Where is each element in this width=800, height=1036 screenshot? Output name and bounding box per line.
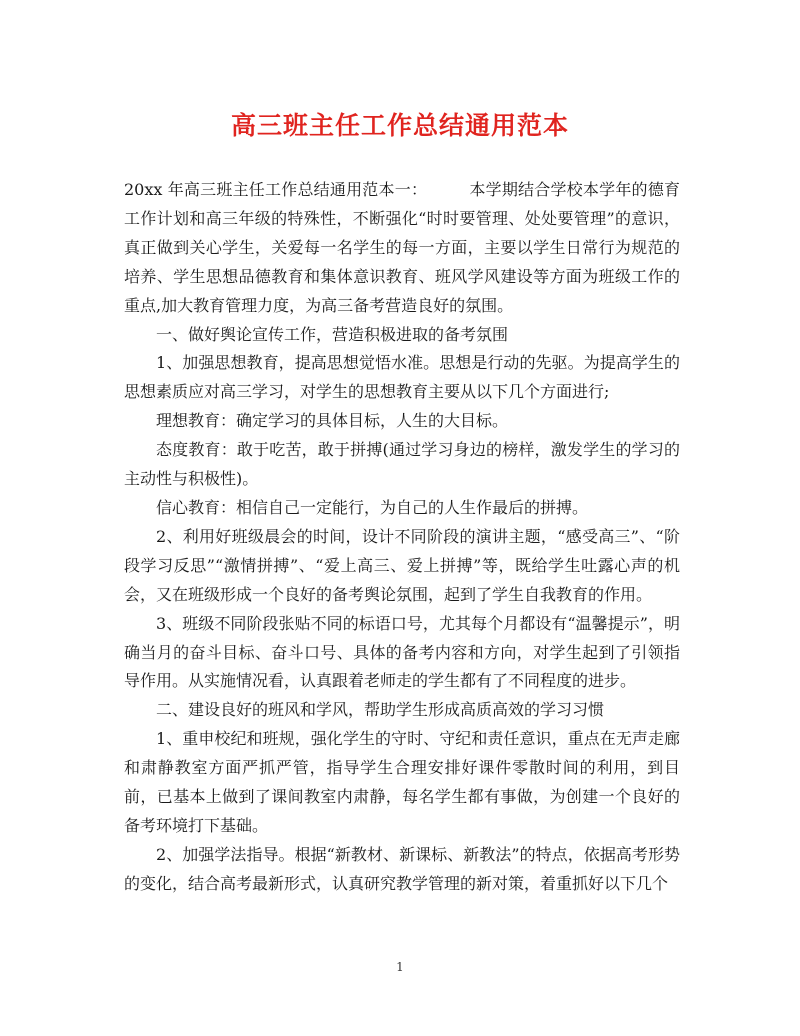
paragraph-item: 1、重申校纪和班规，强化学生的守时、守纪和责任意识，重点在无声走廊和肃静教室方面严抓严管，指导学生合理安排好课件零散时间的利用，到目前，已基本上做到了课间教室内肃静，每名学生都有事做，为创建一个良好的备考环境打下基础。 <box>124 729 680 835</box>
intro-paragraph <box>124 176 680 321</box>
document-title: 高三班主任工作总结通用范本 <box>230 111 569 140</box>
intro-label: 20xx 年高三班主任工作总结通用范本一： <box>124 180 428 199</box>
paragraph-item: 态度教育：敢于吃苦，敢于拼搏(通过学习身边的榜样，激发学生的学习的主动性与积极性)。 <box>124 440 680 489</box>
paragraph-item: 3、班级不同阶段张贴不同的标语口号，尤其每个月都设有“温馨提示”，明确当月的奋斗目标、奋斗口号、具体的备考内容和方向，对学生起到了引领指导作用。从实施情况看，认真跟着老师走的学生都有了不同程度的进步。 <box>124 613 680 691</box>
paragraph-item: 2、加强学法指导。根据“新教材、新课标、新教法”的特点，依据高考形势的变化，结合高考最新形式，认真研究教学管理的新对策，着重抓好以下几个 <box>124 844 680 893</box>
section-heading-1: 一、做好舆论宣传工作，营造积极进取的备考氛围 <box>156 324 509 344</box>
intro-text: 本学期结合学校本学年的德育工作计划和高三年级的特殊性，不断强化“时时要管理、处处要管理”的意识，真正做到关心学生，关爱每一名学生的每一方面，主要以学生日常行为规范的培养、学生思想品德教育和集体意识教育、班风学风建设等方面为班级工作的重点,加大教育管理力度，为高三备考营造良好的氛围。 <box>124 180 680 315</box>
paragraph-item: 理想教育：确定学习的具体目标，人生的大目标。 <box>156 411 509 431</box>
section-heading-2: 二、建设良好的班风和学风，帮助学生形成高质高效的学习习惯 <box>156 700 605 720</box>
page-number: 1 <box>396 960 404 974</box>
document-body <box>124 176 680 899</box>
paragraph-item: 1、加强思想教育，提高思想觉悟水准。思想是行动的先驱。为提高学生的思想素质应对高三学习，对学生的思想教育主要从以下几个方面进行; <box>124 353 680 402</box>
paragraph-item: 2、利用好班级晨会的时间，设计不同阶段的演讲主题，“感受高三”、“阶段学习反思”“激情拼搏”、“爱上高三、爱上拼搏”等，既给学生吐露心声的机会，又在班级形成一个良好的备考舆论氛围，起到了学生自我教育的作用。 <box>124 526 680 604</box>
paragraph-item: 信心教育：相信自己一定能行，为自己的人生作最后的拼搏。 <box>156 497 589 517</box>
